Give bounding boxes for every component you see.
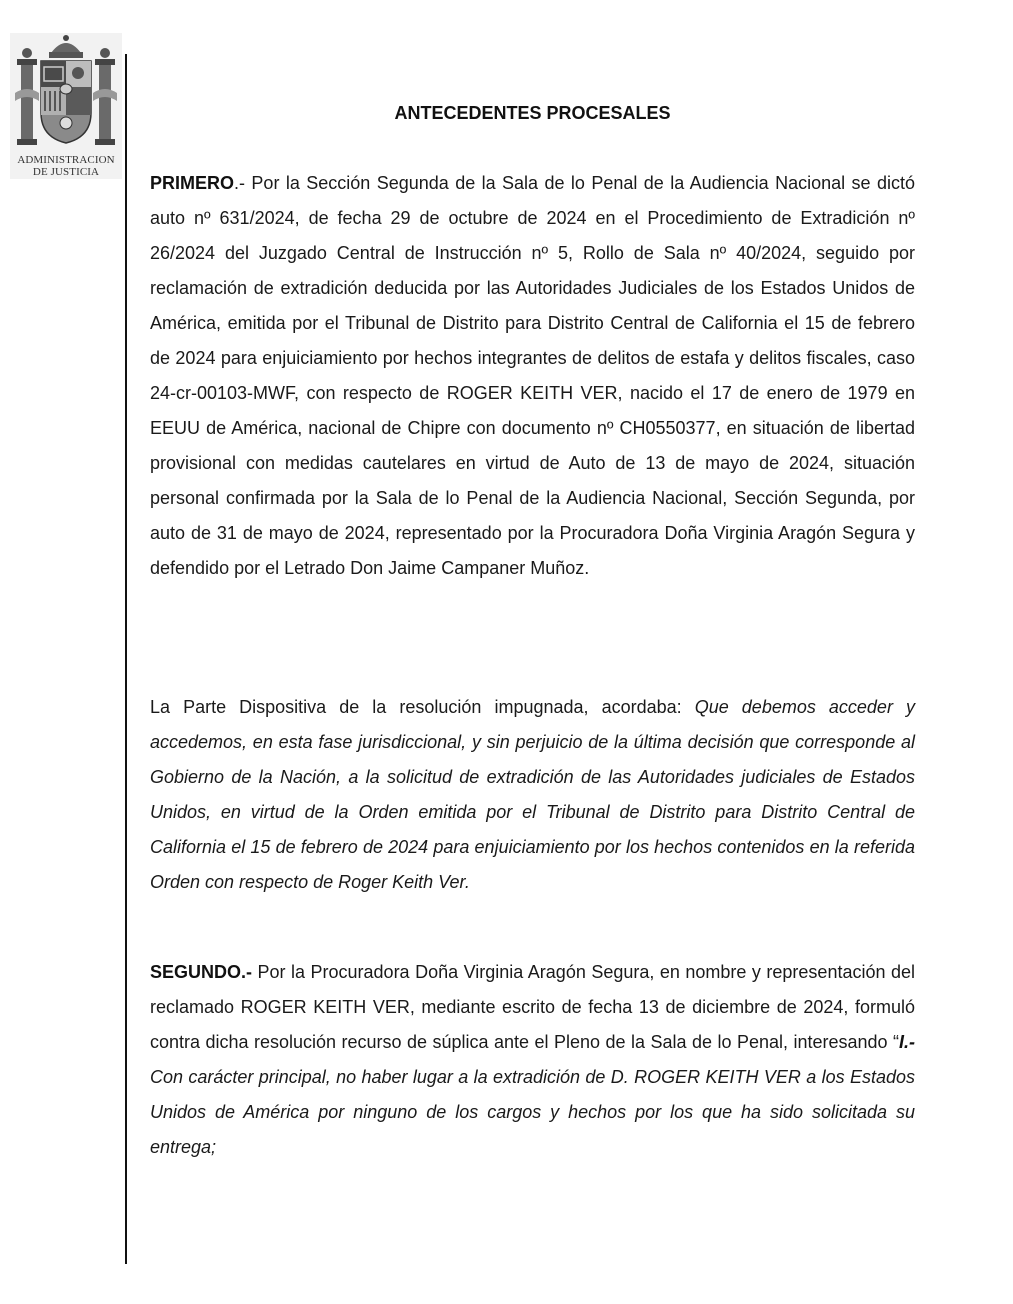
paragraph-segundo-heading: SEGUNDO.-: [150, 962, 253, 982]
logo-line-2: DE JUSTICIA: [32, 166, 100, 178]
parte-dispositiva-intro: La Parte Dispositiva de la resolución impugnada, acordaba:: [150, 697, 695, 717]
court-logo: [10, 33, 122, 179]
logo-caption: [10, 154, 122, 178]
margin-rule: [125, 54, 127, 1264]
quote-numeral: I.-: [899, 1032, 915, 1052]
paragraph-primero-heading: PRIMERO: [150, 173, 235, 193]
paragraph-segundo-text: Por la Procuradora Doña Virginia Aragón Segura, en nombre y representación del reclamado ROGER KEITH VER, mediante escrito de fecha 13 de diciembre de 2024, formuló contra dicha resolución recurso de súplica ante el Pleno de la Sala de lo Penal, interesando “: [150, 962, 915, 1052]
paragraph-primero: [150, 166, 915, 586]
paragraph-segundo-quote: Con carácter principal, no haber lugar a la extradición de D. ROGER KEITH VER a los Estados Unidos de América por ninguno de los cargos y hechos por los que ha sido solicitada su entrega;: [150, 1067, 915, 1157]
paragraph-primero-text: .- Por la Sección Segunda de la Sala de lo Penal de la Audiencia Nacional se dictó auto nº 631/2024, de fecha 29 de octubre de 2024 en el Procedimiento de Extradición nº 26/2024 del Juzgado Central de Instrucción nº 5, Rollo de Sala nº 40/2024, seguido por reclamación de extradición deducida por las Autoridades Judiciales de los Estados Unidos de América, emitida por el Tribunal de Distrito para Distrito Central de California el 15 de febrero de 2024 para enjuiciamiento por hechos integrantes de delitos de estafa y delitos fiscales, caso 24-cr-00103-MWF, con respecto de ROGER KEITH VER, nacido el 17 de enero de 1979 en EEUU de América, nacional de Chipre con documento nº CH0550377, en situación de libertad provisional con medidas cautelares en virtud de Auto de 13 de mayo de 2024, situación personal confirmada por la Sala de lo Penal de la Audiencia Nacional, Sección Segunda, por auto de 31 de mayo de 2024, representado por la Procuradora Doña Virginia Aragón Segura y defendido por el Letrado Don Jaime Campaner Muñoz.: [150, 173, 915, 578]
section-title: ANTECEDENTES PROCESALES: [394, 103, 671, 123]
parte-dispositiva-quote: Que debemos acceder y accedemos, en esta fase jurisdiccional, y sin perjuicio de la última decisión que corresponde al Gobierno de la Nación, a la solicitud de extradición de las Autoridades judiciales de Estados Unidos, en virtud de la Orden emitida por el Tribunal de Distrito para Distrito Central de California el 15 de febrero de 2024 para enjuiciamiento por los hechos contenidos en la referida Orden con respecto de Roger Keith Ver.: [150, 697, 915, 892]
paragraph-parte-dispositiva: [150, 690, 915, 900]
paragraph-segundo: [150, 955, 915, 1165]
crest-icon: [13, 33, 119, 153]
logo-line-1: ADMINISTRACION: [17, 154, 115, 166]
